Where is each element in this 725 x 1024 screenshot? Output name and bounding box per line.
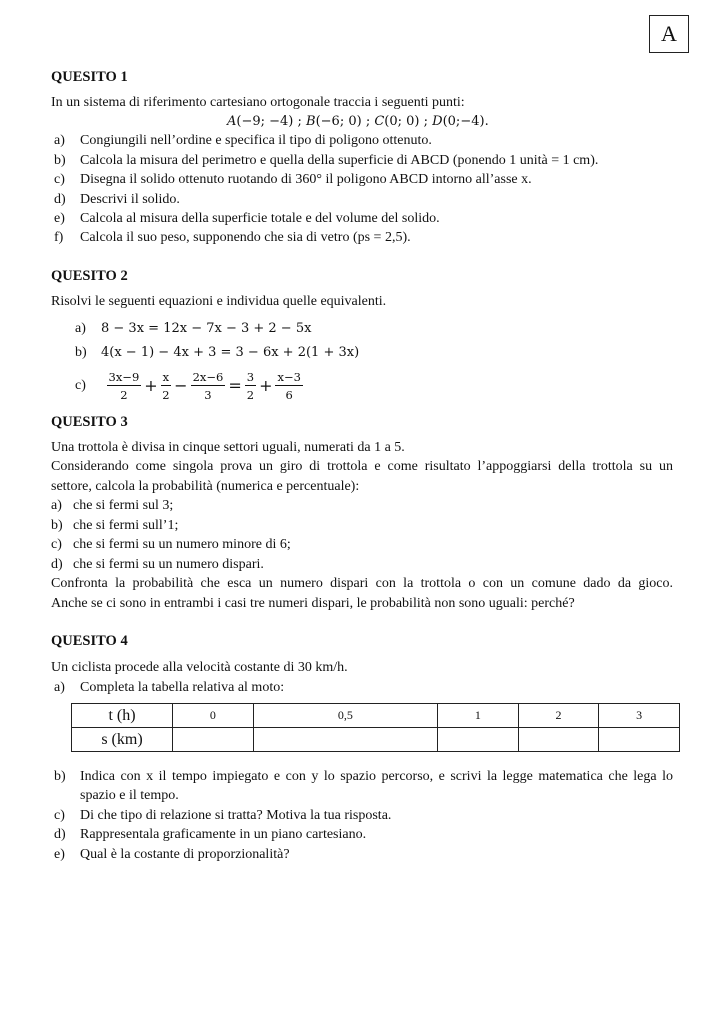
q3-text: Anche se ci sono in entrambi i casi tre numeri dispari, le probabilità non sono uguali: perché?	[51, 596, 575, 611]
list-item: a) Completa la tabella relativa al moto:	[54, 680, 285, 695]
list-item: d) che si fermi su un numero dispari.	[51, 557, 264, 572]
table-cell-empty[interactable]	[438, 728, 519, 752]
equation-b: b) 4(x − 1) − 4x + 3 = 3 − 6x + 2(1 + 3x)	[75, 345, 360, 360]
equation-c: c) $\frac{3x-9}{2}$ + $\frac{x}{2}$ − $\frac{2x-6}{3}$ = $\frac{3}{2}$ + $\frac{x-3}{6}$	[75, 370, 301, 402]
table-cell-empty[interactable]	[253, 728, 437, 752]
point-b-name: B	[306, 114, 316, 129]
list-item: b) Indica con x il tempo impiegato e con y lo spazio percorso, e scrivi la legge matematica che lega lo	[54, 769, 673, 784]
table-cell: 0	[173, 704, 254, 728]
table-cell: 3	[599, 704, 680, 728]
motion-table	[71, 703, 680, 752]
table-cell-empty[interactable]	[599, 728, 680, 752]
list-item: c) Di che tipo di relazione si tratta? Motiva la tua risposta.	[54, 808, 392, 823]
list-item: c) Disegna il solido ottenuto ruotando di 360° il poligono ABCD intorno all’asse x.	[54, 172, 532, 187]
fraction: $\frac{x-3}{6}$	[277, 370, 301, 402]
q4-title: QUESITO 4	[51, 633, 128, 649]
point-d-name: D	[432, 114, 443, 129]
table-cell: 1	[438, 704, 519, 728]
table-cell-empty[interactable]	[173, 728, 254, 752]
table-row	[72, 728, 680, 752]
q3-text: Confronta la probabilità che esca un numero dispari con la trottola o con un comune dado da gioco.	[51, 576, 673, 591]
q1-points	[227, 112, 489, 131]
list-item: a) Congiungili nell’ordine e specifica il tipo di poligono ottenuto.	[54, 133, 432, 148]
table-cell: 0,5	[253, 704, 437, 728]
q3-text: settore, calcola la probabilità (numerica e percentuale):	[51, 479, 360, 494]
point-a-name: A	[227, 114, 237, 129]
equation-a: a) 8 − 3x = 12x − 7x − 3 + 2 − 5x	[75, 321, 312, 336]
version-label: A	[649, 15, 689, 53]
point-c-coords: (0; 0)	[384, 114, 420, 129]
fraction: $\frac{3}{2}$	[246, 370, 255, 402]
q3-text: Una trottola è divisa in cinque settori uguali, numerati da 1 a 5.	[51, 440, 405, 455]
q2-intro: Risolvi le seguenti equazioni e individua quelle equivalenti.	[51, 294, 387, 309]
point-b-coords: (−6; 0)	[315, 114, 362, 129]
point-d-coords: (0;−4)	[442, 114, 485, 129]
q3-text: Considerando come singola prova un giro di trottola e come risultato l’appoggiarsi della trottola su un	[51, 459, 673, 474]
q1-intro: In un sistema di riferimento cartesiano ortogonale traccia i seguenti punti:	[51, 95, 465, 110]
table-cell-empty[interactable]	[518, 728, 599, 752]
point-c-name: C	[374, 114, 385, 129]
list-item: f) Calcola il suo peso, supponendo che sia di vetro (ps = 2,5).	[54, 230, 411, 245]
point-sep: ;	[293, 114, 307, 129]
point-sep: ;	[419, 114, 433, 129]
point-sep: ;	[361, 114, 375, 129]
fraction: $\frac{x}{2}$	[162, 370, 170, 402]
list-item: a) che si fermi sul 3;	[51, 498, 174, 513]
q4-intro: Un ciclista procede alla velocità costante di 30 km/h.	[51, 660, 348, 675]
point-a-coords: (−9; −4)	[236, 114, 294, 129]
list-item: c) che si fermi su un numero minore di 6;	[51, 537, 291, 552]
list-item: e) Calcola al misura della superficie totale e del volume del solido.	[54, 211, 440, 226]
list-item: b) Calcola la misura del perimetro e quella della superficie di ABCD (ponendo 1 unità = 1 cm).	[54, 153, 599, 168]
q2-title: QUESITO 2	[51, 268, 128, 284]
list-item: d) Rappresentala graficamente in un piano cartesiano.	[54, 827, 367, 842]
table-cell: 2	[518, 704, 599, 728]
table-row	[72, 704, 680, 728]
list-item: d) Descrivi il solido.	[54, 192, 180, 207]
q3-title: QUESITO 3	[51, 414, 128, 430]
fraction: $\frac{2x-6}{3}$	[192, 370, 224, 402]
point-end: .	[484, 114, 489, 129]
list-item: b) che si fermi sull’1;	[51, 518, 179, 533]
table-header: t (h)	[72, 704, 173, 728]
list-item: e) Qual è la costante di proporzionalità?	[54, 847, 290, 862]
list-item-continuation: spazio e il tempo.	[80, 788, 179, 803]
q1-title: QUESITO 1	[51, 69, 128, 85]
fraction: $\frac{3x-9}{2}$	[108, 370, 140, 402]
table-header: s (km)	[72, 728, 173, 752]
